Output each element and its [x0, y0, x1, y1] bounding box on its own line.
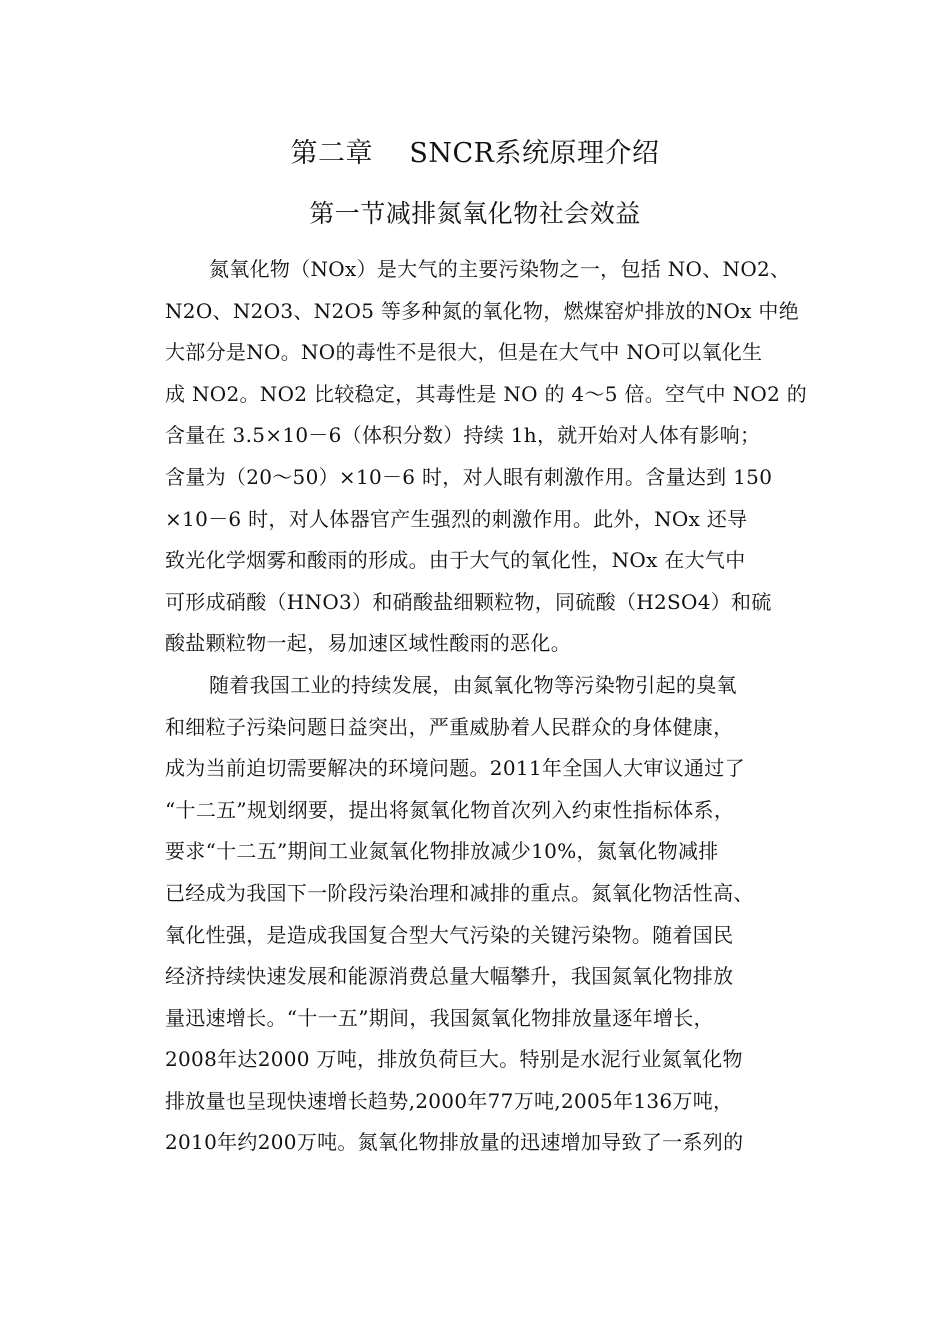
paragraph-emission-policy	[165, 665, 805, 1164]
text-line: 含量在 3.5×10－6（体积分数）持续 1h，就开始对人体有影响；	[165, 423, 761, 448]
text-line: N2O、N2O3、N2O5 等多种氮的氧化物，燃煤窑炉排放的NOx 中绝	[165, 298, 800, 323]
text-line: 成 NO2。NO2 比较稳定，其毒性是 NO 的 4～5 倍。空气中 NO2 的	[165, 381, 808, 406]
paragraph-nox-intro	[165, 249, 808, 665]
text-line: 排放量也呈现快速增长趋势,2000年77万吨,2005年136万吨，	[165, 1088, 734, 1113]
text-line: 可形成硝酸（HNO3）和硝酸盐细颗粒物，同硫酸（H2SO4）和硫	[165, 589, 772, 614]
text-line: 随着我国工业的持续发展，由氮氧化物等污染物引起的臭氧	[209, 672, 737, 697]
section-title: 第一节减排氮氧化物社会效益	[309, 199, 641, 228]
text-line: 已经成为我国下一阶段污染治理和减排的重点。氮氧化物活性高、	[165, 880, 754, 905]
text-line: 氮氧化物（NOx）是大气的主要污染物之一，包括 NO、NO2、	[209, 257, 791, 281]
chapter-title: 第二章 SNCR系统原理介绍	[290, 138, 660, 169]
text-line: 2008年达2000 万吨，排放负荷巨大。特别是水泥行业氮氧化物	[165, 1047, 743, 1072]
text-line: 经济持续快速发展和能源消费总量大幅攀升，我国氮氧化物排放	[165, 964, 734, 989]
body-text	[165, 249, 808, 1164]
text-line: 氧化性强，是造成我国复合型大气污染的关键污染物。随着国民	[165, 922, 734, 947]
text-line: 致光化学烟雾和酸雨的形成。由于大气的氧化性，NOx 在大气中	[165, 548, 746, 573]
text-line: 酸盐颗粒物一起，易加速区域性酸雨的恶化。	[165, 631, 571, 656]
text-line: 2010年约200万吨。氮氧化物排放量的迅速增加导致了一系列的	[165, 1130, 744, 1155]
text-line: 量迅速增长。“十一五”期间，我国氮氧化物排放量逐年增长，	[165, 1005, 714, 1030]
text-line: 要求“十二五”期间工业氮氧化物排放减少10%，氮氧化物减排	[165, 839, 719, 864]
text-line: 和细粒子污染问题日益突出，严重威胁着人民群众的身体健康，	[165, 714, 734, 739]
text-line: “十二五”规划纲要，提出将氮氧化物首次列入约束性指标体系，	[165, 797, 735, 822]
text-line: 成为当前迫切需要解决的环境问题。2011年全国人大审议通过了	[165, 756, 745, 781]
text-line: ×10－6 时，对人体器官产生强烈的刺激作用。此外，NOx 还导	[165, 506, 748, 531]
text-line: 含量为（20～50）×10－6 时，对人眼有刺激作用。含量达到 150	[165, 464, 773, 489]
text-line: 大部分是NO。NO的毒性不是很大，但是在大气中 NO可以氧化生	[165, 340, 763, 365]
